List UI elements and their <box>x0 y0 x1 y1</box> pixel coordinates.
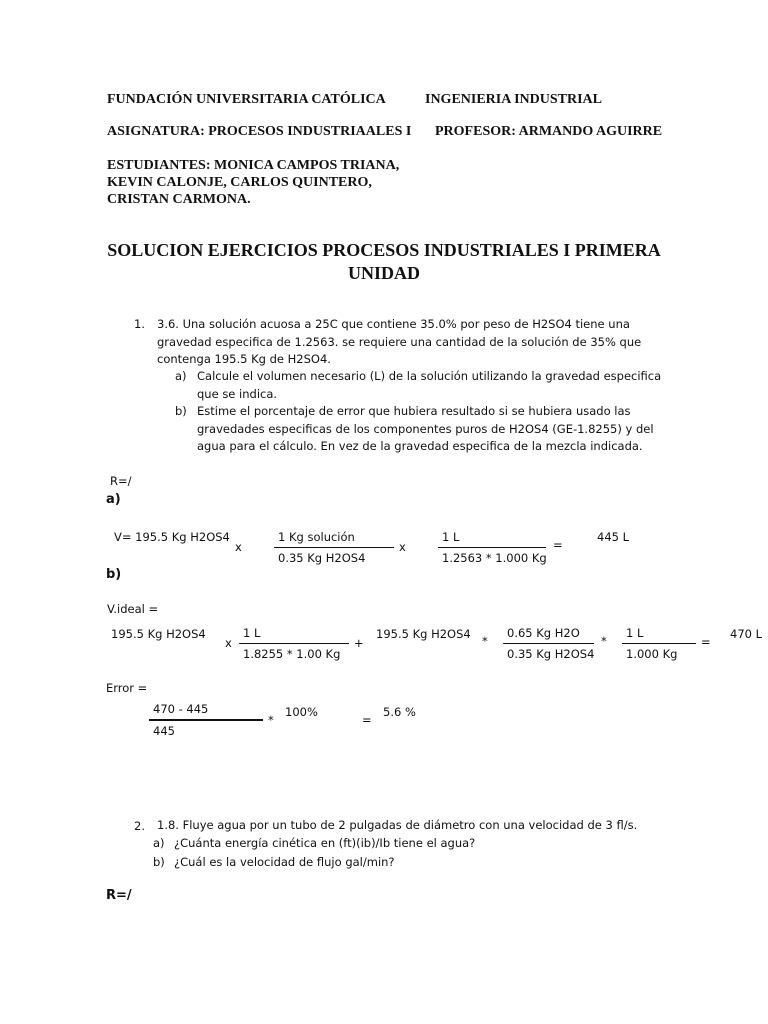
problem-1-b-line: gravedades especificas de los componentes puros de H2OS4 (GE-1.8255) y del <box>197 421 654 436</box>
term-2: 195.5 Kg H2OS4 <box>376 627 471 641</box>
error-result: 5.6 % <box>383 705 416 719</box>
term-1: 195.5 Kg H2OS4 <box>111 627 206 641</box>
problem-1-line: contenga 195.5 Kg de H2SO4. <box>157 352 331 366</box>
equals-sign: = <box>553 538 563 552</box>
problem-2-b-label: b) <box>153 855 165 869</box>
problem-1-a-line: Calcule el volumen necesario (L) de la solución utilizando la gravedad especifica <box>197 369 662 383</box>
page-title-line-1: SOLUCION EJERCICIOS PROCESOS INDUSTRIALES I PRIMERA <box>107 240 661 260</box>
problem-1-b-label: b) <box>175 404 187 418</box>
equals-sign: = <box>362 713 372 727</box>
fraction-bar <box>622 643 696 644</box>
ideal-volume-label: V.ideal = <box>107 602 159 616</box>
students-line-2: KEVIN CALONJE, CARLOS QUINTERO, <box>107 175 372 190</box>
answer-a-label: a) <box>106 492 121 507</box>
students-line-3: CRISTAN CARMONA. <box>107 192 251 207</box>
fraction-1-denominator: 0.35 Kg H2OS4 <box>278 551 366 565</box>
problem-2-a-label: a) <box>153 836 165 850</box>
fraction-bar <box>438 547 546 548</box>
times-sign: x <box>399 540 406 554</box>
professor: PROFESOR: ARMANDO AGUIRRE <box>435 124 663 139</box>
percent-factor: 100% <box>285 705 318 719</box>
fraction-bar <box>503 643 594 644</box>
fraction-bar <box>274 547 394 548</box>
fraction-2-numerator: 1 L <box>442 530 460 544</box>
result-volume: 445 L <box>597 530 630 544</box>
problem-2-b-text: ¿Cuál es la velocidad de flujo gal/min? <box>174 855 395 869</box>
result-ideal-volume: 470 L <box>730 627 763 641</box>
problem-2-a-text: ¿Cuánta energía cinética en (ft)(ib)/Ib tiene el agua? <box>174 836 476 850</box>
program-name: INGENIERIA INDUSTRIAL <box>425 92 602 107</box>
answer-2-label: R=/ <box>106 888 132 903</box>
error-label: Error = <box>106 681 148 695</box>
problem-1-line: gravedad especifica de 1.2563. se requiere una cantidad de la solución de 35% que <box>157 334 642 349</box>
subject: ASIGNATURA: PROCESOS INDUSTRIAALES I <box>107 124 412 139</box>
answer-label: R=/ <box>110 474 132 488</box>
students-line-1: ESTUDIANTES: MONICA CAMPOS TRIANA, <box>107 158 400 173</box>
plus-sign: + <box>354 636 364 650</box>
fraction-3-numerator: 1 L <box>243 626 261 640</box>
answer-b-label: b) <box>106 567 122 582</box>
problem-1-line: 3.6. Una solución acuosa a 25C que contiene 35.0% por peso de H2SO4 tiene una <box>157 317 630 331</box>
multiply-sign: * <box>601 634 607 648</box>
error-denominator: 445 <box>153 724 175 738</box>
problem-2-text: 1.8. Fluye agua por un tubo de 2 pulgadas de diámetro con una velocidad de 3 fl/s. <box>157 818 638 832</box>
fraction-4-denominator: 0.35 Kg H2OS4 <box>507 647 595 661</box>
multiply-sign: * <box>268 713 274 727</box>
problem-1-a-label: a) <box>175 369 187 383</box>
times-sign: x <box>225 636 232 650</box>
error-numerator: 470 - 445 <box>153 702 209 716</box>
problem-1-a-line: que se indica. <box>197 386 278 401</box>
fraction-4-numerator: 0.65 Kg H2O <box>507 626 580 640</box>
fraction-5-denominator: 1.000 Kg <box>626 647 678 661</box>
times-sign: x <box>235 540 242 554</box>
institution-name: FUNDACIÓN UNIVERSITARIA CATÓLICA <box>107 92 386 107</box>
equals-sign: = <box>701 635 711 649</box>
multiply-sign: * <box>482 634 488 648</box>
fraction-1-numerator: 1 Kg solución <box>278 530 355 544</box>
problem-1-a-text <box>197 368 661 403</box>
page-title-line-2: UNIDAD <box>348 263 420 283</box>
problem-2-number: 2. <box>134 819 145 833</box>
fraction-2-denominator: 1.2563 * 1.000 Kg <box>442 551 547 565</box>
problem-1-b-line: Estime el porcentaje de error que hubiera resultado si se hubiera usado las <box>197 404 631 418</box>
volume-lhs: V= 195.5 Kg H2OS4 <box>114 530 230 544</box>
problem-1-b-line: agua para el cálculo. En vez de la gravedad especifica de la mezcla indicada. <box>197 439 643 453</box>
problem-1-number: 1. <box>134 317 145 331</box>
fraction-bar <box>239 643 349 644</box>
problem-1-b-text <box>197 403 654 456</box>
problem-1-text <box>157 316 641 369</box>
fraction-5-numerator: 1 L <box>626 626 644 640</box>
fraction-bar <box>149 719 263 721</box>
fraction-3-denominator: 1.8255 * 1.00 Kg <box>243 647 341 661</box>
